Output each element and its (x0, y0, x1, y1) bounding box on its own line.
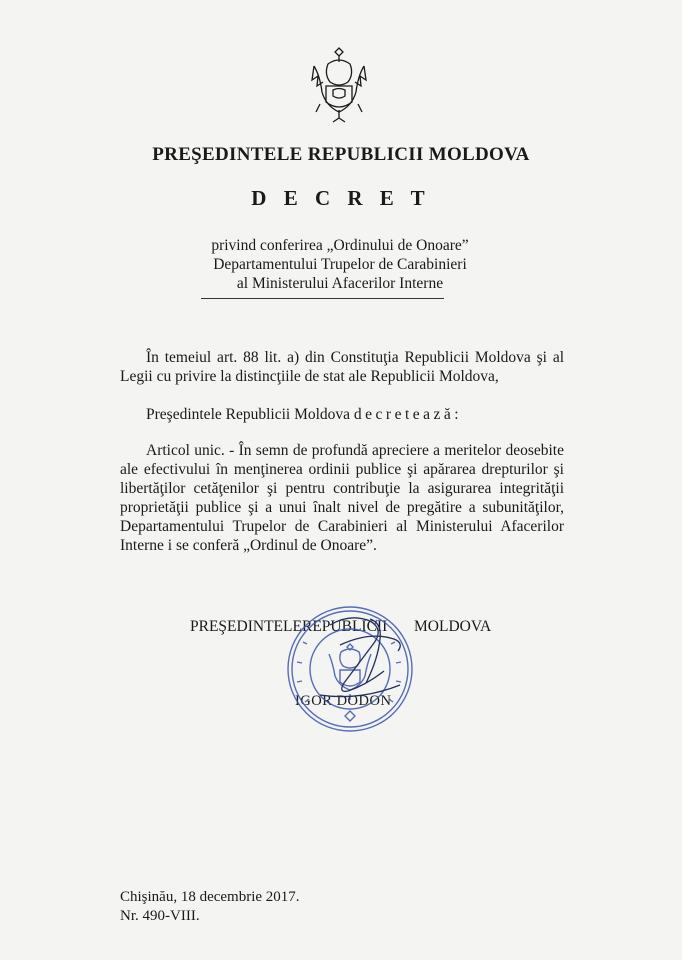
decree-number: Nr. 490-VIII. (120, 908, 200, 924)
issuing-authority-heading: PREŞEDINTELE REPUBLICII MOLDOVA (152, 144, 530, 165)
decree-subject (195, 236, 485, 293)
decree-formula (146, 405, 590, 424)
subject-line: privind conferirea „Ordinului de Onoare” (211, 237, 469, 254)
decree-footer (120, 888, 300, 926)
signatory-title-right: MOLDOVA (414, 618, 492, 635)
signatory-title-middle: REPUBLICII (302, 618, 388, 635)
legal-basis-paragraph: În temeiul art. 88 lit. a) din Constituţia Republicii Moldova şi al Legii cu privire la distincţiile de stat ale Republicii Moldova, (120, 349, 564, 385)
subject-line: Departamentului Trupelor de Carabinieri (213, 256, 467, 273)
subject-underline (201, 298, 444, 299)
subject-line: al Ministerului Afacerilor Interne (236, 275, 444, 292)
place-and-date: Chişinău, 18 decembrie 2017. (120, 889, 300, 905)
signatory-title-left: PREŞEDINTELE (190, 618, 302, 635)
handwritten-signature-icon (300, 605, 420, 715)
signatory-name: IGOR DODON (295, 693, 392, 709)
formula-verb: decretează: (353, 406, 463, 423)
coat-of-arms-icon (306, 44, 372, 128)
document-type-heading: D E C R E T (251, 186, 431, 210)
formula-lead: Preşedintele Republicii Moldova (146, 406, 354, 423)
article-paragraph: Articol unic. - În semn de profundă apreciere a meritelor deosebite ale efectivului în menţinerea ordinii publice şi apărarea drepturilor şi libertăţilor cetăţenilor şi pentru contribuţie la asigurarea integrităţii proprietăţii publice şi a unui înalt nivel de pregătire a subunităţilor, Departamentului Trupelor de Carabinieri al Ministerului Afacerilor Interne i se conferă „Ordinul de Onoare”. (120, 442, 564, 554)
